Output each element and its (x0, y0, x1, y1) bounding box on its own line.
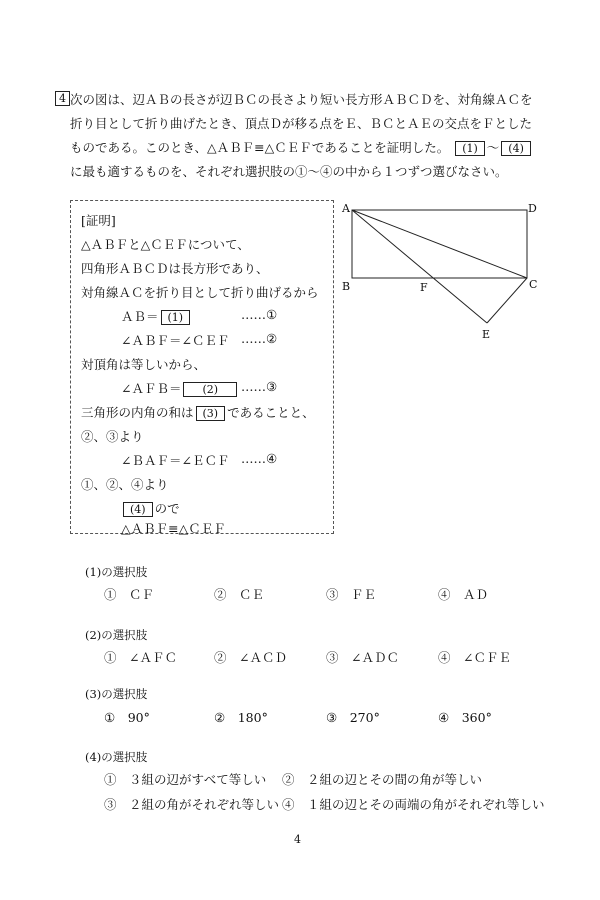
choice-2-title: (2)の選択肢 (85, 628, 148, 642)
choice-3-title: (3)の選択肢 (85, 687, 148, 701)
choice-1-option-4: ④ ＡＤ (438, 587, 489, 602)
proof-line-2: 四角形ＡＢＣＤは長方形であり、 (81, 261, 269, 276)
question-line-2: 折り目として折り曲げたとき、頂点Ｄが移る点をＥ、ＢＣとＡＥの交点をＦとした (70, 116, 533, 131)
label-f: F (420, 281, 428, 294)
choice-4-option-4: ④ １組の辺とその両端の角がそれぞれ等しい (282, 797, 545, 812)
proof-line-10: ∠ＢＡＦ＝∠ＥＣＦ (121, 453, 230, 468)
blank-1: (1) (161, 310, 191, 325)
choice-1-title: (1)の選択肢 (85, 565, 148, 579)
label-c: C (529, 278, 538, 291)
proof-line-4-text: ＡＢ＝ (121, 309, 159, 324)
proof-mark-2: ……② (241, 331, 278, 346)
choice-4-option-1: ① ３組の辺がすべて等しい (104, 772, 267, 787)
proof-line-5: ∠ＡＢＦ＝∠ＣＥＦ (121, 333, 230, 348)
proof-line-6: 対頂角は等しいから、 (81, 357, 207, 372)
proof-line-7 (121, 379, 239, 397)
proof-line-13: △ＡＢＦ≡△ＣＥＦ (121, 521, 226, 536)
blank-4: (4) (123, 502, 153, 517)
blank-3: (3) (196, 406, 226, 421)
question-line-4: に最も適するものを、それぞれ選択肢の①～④の中から１つずつ選びなさい。 (70, 164, 508, 179)
proof-line-8-text: 三角形の内角の和は (81, 405, 194, 420)
proof-box (70, 200, 334, 534)
proof-line-8-suffix: であることと、 (227, 405, 315, 420)
rectangle-fold-diagram (340, 200, 540, 350)
choice-1-option-3: ③ ＦＥ (326, 587, 377, 602)
choice-1-option-2: ② ＣＥ (214, 587, 265, 602)
diagonal-ac (352, 210, 527, 278)
tilde: ～ (486, 140, 500, 155)
choice-2-option-4: ④ ∠ＣＦＥ (438, 650, 511, 665)
proof-line-1: △ＡＢＦと△ＣＥＦについて、 (81, 237, 250, 252)
proof-mark-4: ……④ (241, 451, 278, 466)
proof-line-9: ②、③より (81, 429, 144, 444)
page-number: 4 (294, 833, 301, 846)
label-a: A (342, 202, 350, 215)
proof-mark-1: ……① (241, 307, 278, 322)
choice-2-option-1: ① ∠ＡＦＣ (104, 650, 177, 665)
choice-2-option-3: ③ ∠ＡＤＣ (326, 650, 399, 665)
choice-3-option-4: ④ 360° (438, 710, 492, 725)
label-e: E (482, 328, 491, 341)
label-d: D (528, 202, 537, 215)
choice-4-title: (4)の選択肢 (85, 750, 148, 764)
choice-4-option-2: ② ２組の辺とその間の角が等しい (282, 772, 483, 787)
choice-2-option-2: ② ∠ＡＣＤ (214, 650, 287, 665)
choice-3-option-1: ① 90° (104, 710, 150, 725)
question-line-1: 次の図は、辺ＡＢの長さが辺ＢＣの長さより短い長方形ＡＢＣＤを、対角線ＡＣを (70, 92, 533, 107)
blank-2: (2) (183, 382, 237, 397)
proof-line-8 (81, 403, 315, 421)
segment-ce (487, 278, 527, 323)
proof-line-12-suffix: ので (154, 501, 180, 516)
question-line-3-text: ものである。このとき、△ＡＢＦ≡△ＣＥＦであることを証明した。 (70, 140, 450, 155)
blank-1-ref: (1) (455, 141, 485, 156)
blank-4-ref: (4) (501, 141, 531, 156)
proof-line-11: ①、②、④より (81, 477, 169, 492)
proof-mark-3: ……③ (241, 379, 278, 394)
choice-3-option-2: ② 180° (214, 710, 268, 725)
question-line-3 (70, 138, 533, 156)
choice-1-option-1: ① ＣＦ (104, 587, 155, 602)
proof-line-4 (121, 307, 192, 325)
proof-title: [証明] (81, 213, 116, 228)
label-b: B (342, 280, 351, 293)
choice-3-option-3: ③ 270° (326, 710, 380, 725)
question-number: 4 (55, 91, 70, 106)
proof-line-7-text: ∠ＡＦＢ＝ (121, 381, 182, 396)
proof-line-3: 対角線ＡＣを折り目として折り曲げるから (81, 285, 319, 300)
proof-line-12 (121, 499, 180, 517)
choice-4-option-3: ③ ２組の角がそれぞれ等しい (104, 797, 280, 812)
segment-ae (352, 210, 487, 323)
